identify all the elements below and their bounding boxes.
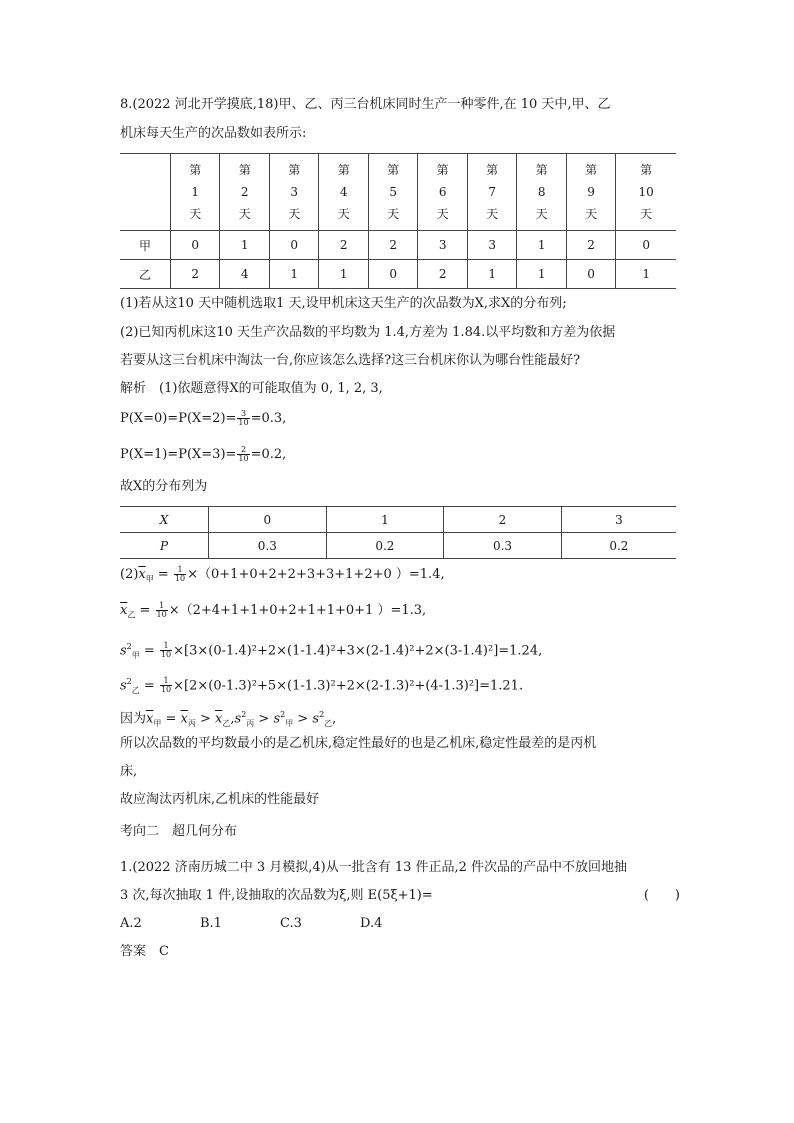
table-cell: 0 — [171, 231, 220, 260]
problem1-line1: 1.(2022 济南历城二中 3 月模拟,4)从一批含有 13 件正品,2 件次品的产品中不放回地抽 — [120, 860, 628, 875]
table-row-yi — [120, 260, 676, 289]
day-header: 第 8 天 — [517, 154, 566, 231]
day-header: 第 7 天 — [467, 154, 516, 231]
option-b: B.1 — [200, 916, 222, 931]
solution-intro: 解析 (1)依题意得X的可能取值为 0, 1, 2, 3, — [120, 381, 383, 396]
day-header: 第 10 天 — [616, 154, 676, 231]
table-cell: 0 — [566, 260, 615, 289]
day-header: 第 9 天 — [566, 154, 615, 231]
prob-line-1: P(X=0)=P(X=2)= $\frac{3}{10}$ =0.3, — [120, 409, 287, 427]
conclusion-2: 床, — [120, 764, 138, 779]
var-yi-line: $s^2_乙$ = $\frac{1}{10}$ ×[2×(0-1.3)²+5×(1-1.3)²+2×(2-1.3)²+(4-1.3)²]=1.21. — [120, 676, 524, 695]
comparison-line: 因为$\overline{x}_甲 = \overline{x}_丙 > \overline{x}_乙,s^2_丙 > s^2_甲 > s^2_乙$, — [120, 710, 337, 728]
fraction: $\frac{1}{10}$ — [174, 565, 186, 583]
header-corner — [120, 154, 171, 231]
option-d: D.4 — [360, 916, 383, 931]
problem8-line2: 机床每天生产的次品数如表所示: — [120, 126, 307, 141]
answer-line: 答案 C — [120, 944, 169, 959]
prob-line-2: P(X=1)=P(X=3)= $\frac{2}{10}$ =0.2, — [120, 445, 287, 463]
mean-yi-line: $\overline{x}_乙$ = $\frac{1}{10}$ ×（2+4+1+1+0+2+1+1+0+1 ）=1.3, — [120, 601, 427, 620]
day-header: 第 6 天 — [418, 154, 467, 231]
day-header: 第 3 天 — [269, 154, 318, 231]
section-title: 考向二 超几何分布 — [120, 824, 238, 839]
table-header-row — [120, 154, 676, 231]
day-header: 第 1 天 — [171, 154, 220, 231]
fraction: $\frac{2}{10}$ — [238, 445, 249, 463]
table-cell: 2 — [319, 231, 368, 260]
row-label: 甲 — [120, 231, 171, 260]
table-row-jia — [120, 231, 676, 260]
defects-table — [120, 153, 676, 289]
table-cell: P — [120, 533, 209, 559]
table-row — [120, 533, 676, 559]
table-cell: 3 — [418, 231, 467, 260]
table-cell: 3 — [467, 231, 516, 260]
dist-intro: 故X的分布列为 — [120, 479, 208, 494]
table-cell: 1 — [467, 260, 516, 289]
table-cell: 1 — [220, 231, 269, 260]
table-cell: X — [159, 512, 169, 527]
table-cell: 0 — [616, 231, 676, 260]
table-cell: 2 — [368, 231, 417, 260]
question-2a: (2)已知丙机床这10 天生产次品数的平均数为 1.4,方差为 1.84.以平均数和方差为依据 — [120, 325, 616, 340]
mean-jia-line: $(2)\overline{x}_甲$ = $\frac{1}{10}$ ×（0+1+0+2+2+3+3+1+2+0 ）=1.4, — [120, 565, 445, 584]
question-2b: 若要从这三台机床中淘汰一台,你应该怎么选择?这三台机床你认为哪台性能最好? — [120, 353, 581, 368]
table-cell: 2 — [566, 231, 615, 260]
conclusion-3: 故应淘汰丙机床,乙机床的性能最好 — [120, 792, 320, 807]
day-header: 第 4 天 — [319, 154, 368, 231]
problem8-line1: 8.(2022 河北开学摸底,18)甲、乙、丙三台机床同时生产一种零件,在 10 天中,甲、乙 — [120, 97, 611, 112]
table-cell: 1 — [517, 260, 566, 289]
distribution-table — [120, 506, 676, 559]
table-cell: 0 — [368, 260, 417, 289]
table-cell: 1 — [517, 231, 566, 260]
table-cell: 0.2 — [326, 533, 444, 559]
table-cell: 2 — [418, 260, 467, 289]
conclusion-1: 所以次品数的平均数最小的是乙机床,稳定性最好的也是乙机床,稳定性最差的是丙机 — [120, 736, 597, 751]
fraction: $\frac{1}{10}$ — [160, 641, 172, 660]
fraction: $\frac{1}{10}$ — [156, 601, 167, 619]
table-cell: 2 — [444, 507, 562, 533]
answer-bracket: ( ) — [643, 888, 680, 903]
question-1: (1)若从这10 天中随机选取1 天,设甲机床这天生产的次品数为X,求X的分布列; — [120, 296, 567, 311]
var-jia-line: $s^2_甲$ = $\frac{1}{10}$ ×[3×(0-1.4)²+2×(1-1.4)²+3×(2-1.4)²+2×(3-1.4)²]=1.24, — [120, 641, 543, 660]
table-cell: 0 — [209, 507, 327, 533]
table-cell: 4 — [220, 260, 269, 289]
table-cell: 1 — [319, 260, 368, 289]
table-cell: 2 — [171, 260, 220, 289]
problem1-line2: 3 次,每次抽取 1 件,设抽取的次品数为ξ,则 E(5ξ+1)= ( ) — [120, 888, 680, 903]
table-cell: 3 — [561, 507, 676, 533]
table-header-row — [120, 507, 676, 533]
option-c: C.3 — [280, 916, 302, 931]
table-cell: 1 — [269, 260, 318, 289]
fraction: $\frac{3}{10}$ — [238, 409, 249, 427]
table-cell: 0.3 — [444, 533, 562, 559]
table-cell: 0.3 — [209, 533, 327, 559]
table-cell: 0 — [269, 231, 318, 260]
day-header: 第 2 天 — [220, 154, 269, 231]
table-cell: 1 — [616, 260, 676, 289]
option-a: A.2 — [120, 916, 142, 931]
table-cell: 0.2 — [561, 533, 676, 559]
table-cell: 1 — [326, 507, 444, 533]
day-header: 第 5 天 — [368, 154, 417, 231]
row-label: 乙 — [120, 260, 171, 289]
fraction: $\frac{1}{10}$ — [160, 676, 172, 695]
